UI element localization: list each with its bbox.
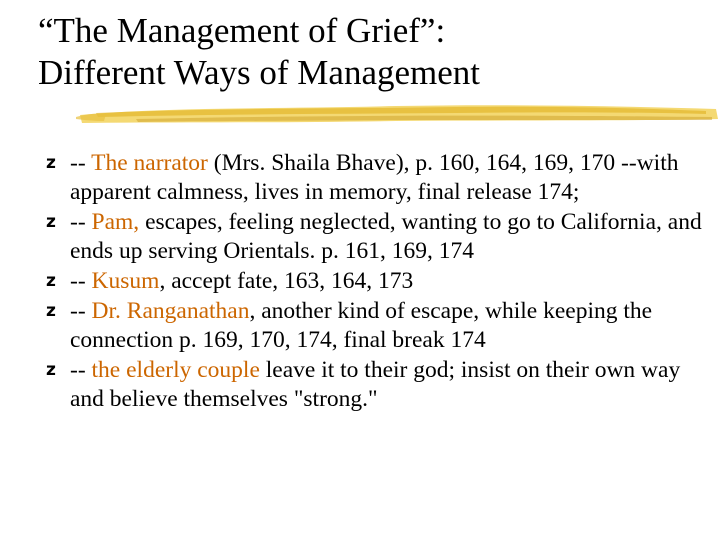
bullet-text: leave it to their god; insist on their own way and believe themselves "strong." (70, 357, 681, 412)
bullet-text: , accept fate, 163, 164, 173 (159, 268, 414, 294)
bullet-text: , another kind of escape, while keeping the connection p. 169, 170, 174, final break 174 (70, 298, 653, 353)
slide-title (38, 10, 698, 94)
bullet-prefix: -- (70, 268, 92, 294)
bullet-highlight: The narrator (91, 150, 208, 176)
slide-title-line-2: Different Ways of Management (38, 53, 480, 92)
bullet-item (46, 267, 714, 296)
slide-title-line-1: “The Management of Grief”: (38, 11, 446, 50)
bullet-item (46, 356, 714, 414)
bullet-highlight: Dr. Ranganathan (91, 298, 250, 324)
z-bullet-icon: z (46, 153, 56, 173)
bullet-text: escapes, feeling neglected, wanting to go to California, and ends up serving Orientals. p. 161, 169, 174 (70, 209, 702, 264)
bullet-item (46, 297, 714, 355)
bullet-highlight: Pam, (91, 209, 140, 235)
bullet-highlight: the elderly couple (91, 357, 260, 383)
z-bullet-icon: z (46, 301, 56, 321)
bullet-list (46, 149, 714, 415)
z-bullet-icon: z (46, 212, 56, 232)
bullet-text: (Mrs. Shaila Bhave), p. 160, 164, 169, 170 --with apparent calmness, lives in memory, final release 174; (70, 150, 679, 205)
title-underline-brushstroke (76, 99, 720, 129)
bullet-prefix: -- (70, 298, 92, 324)
bullet-prefix: -- (70, 150, 92, 176)
bullet-prefix: -- (70, 209, 92, 235)
bullet-prefix: -- (70, 357, 92, 383)
z-bullet-icon: z (46, 360, 56, 380)
bullet-item (46, 149, 714, 207)
bullet-highlight: Kusum (91, 268, 160, 294)
bullet-item (46, 208, 714, 266)
z-bullet-icon: z (46, 271, 56, 291)
